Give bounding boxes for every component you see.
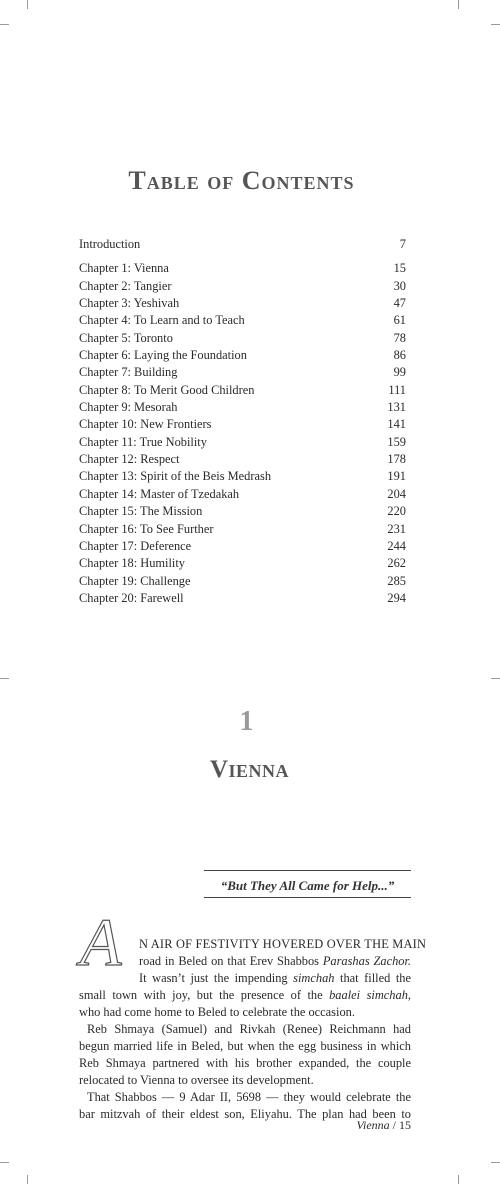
crop-mark <box>491 24 500 25</box>
toc-entry-label: Chapter 2: Tangier <box>79 278 172 293</box>
toc-entry-label: Chapter 3: Yeshivah <box>79 296 180 311</box>
page-number: 15 <box>399 1118 411 1132</box>
toc-entry-label: Chapter 16: To See Further <box>79 521 214 536</box>
toc-entry-page: 220 <box>387 504 406 519</box>
toc-entry-page: 7 <box>399 237 406 251</box>
toc-entry-label: Chapter 19: Challenge <box>79 573 191 588</box>
toc-entry <box>79 399 406 416</box>
toc-entry-label: Chapter 12: Respect <box>79 452 180 467</box>
toc-entry-page: 178 <box>387 452 406 467</box>
toc-entry <box>79 573 406 590</box>
text-run: that filled the <box>334 971 411 985</box>
text-run: bar mitzvah of their eldest son, Eliyahu. The plan had been to <box>79 1107 411 1121</box>
text-run: It wasn’t just the impending <box>139 971 294 985</box>
toc-entry <box>79 451 406 468</box>
toc-entry-page: 131 <box>387 400 406 415</box>
toc-entry-label: Chapter 17: Deference <box>79 538 192 553</box>
toc-entry-page: 86 <box>393 348 406 363</box>
toc-entry-page: 191 <box>387 469 406 484</box>
toc-entry <box>79 347 406 364</box>
text-run: road in Beled on that Erev Shabbos <box>139 954 323 968</box>
toc-entry <box>79 312 406 329</box>
body-line <box>139 970 411 987</box>
toc-entry-page: 99 <box>393 365 406 380</box>
toc-entry-label: Chapter 4: To Learn and to Teach <box>79 313 245 328</box>
toc-entry-label: Chapter 14: Master of Tzedakah <box>79 486 240 501</box>
crop-mark <box>491 1162 500 1163</box>
crop-mark <box>0 678 9 679</box>
toc-entry <box>79 503 406 520</box>
toc-entry-label: Chapter 6: Laying the Foundation <box>79 348 247 363</box>
toc-entry <box>79 538 406 555</box>
toc-entry-page: 231 <box>387 521 406 536</box>
text-run: Reb Shmaya partnered with his brother expanded, the couple <box>79 1056 411 1070</box>
toc-entry-page: 159 <box>387 434 406 449</box>
text-run: Reb Shmaya (Samuel) and Rivkah (Renee) Reichmann had <box>87 1022 411 1036</box>
toc-entry-label: Chapter 11: True Nobility <box>79 434 207 449</box>
crop-mark <box>0 1162 9 1163</box>
text-run: , <box>407 988 411 1002</box>
body-line <box>139 936 427 953</box>
toc-entry-page: 294 <box>387 590 406 605</box>
toc-entry-label: Chapter 10: New Frontiers <box>79 417 212 432</box>
crop-mark <box>0 24 9 25</box>
subhead-rule-top <box>204 870 411 871</box>
toc-entry <box>79 468 406 485</box>
drop-cap: A <box>80 904 122 980</box>
toc-entry-label: Chapter 5: Toronto <box>79 330 173 345</box>
crop-mark <box>27 1175 28 1184</box>
body-line <box>79 987 411 1004</box>
italic-text: baalei simchah <box>329 988 408 1002</box>
toc-entry-label: Chapter 15: The Mission <box>79 504 203 519</box>
toc-entry-label: Chapter 9: Mesorah <box>79 400 178 415</box>
footer-separator: / <box>389 1118 399 1132</box>
crop-mark <box>458 0 459 9</box>
toc-entry <box>79 278 406 295</box>
crop-mark <box>458 1175 459 1184</box>
running-footer <box>357 1118 411 1133</box>
toc-entry-label: Chapter 13: Spirit of the Beis Medrash <box>79 469 272 484</box>
toc-entry <box>79 434 406 451</box>
body-line <box>79 1038 411 1055</box>
toc-entry <box>79 260 406 277</box>
toc-entry-page: 30 <box>393 278 406 293</box>
toc-entry-page: 141 <box>387 417 406 432</box>
crop-mark <box>27 0 28 9</box>
chapter-number: 1 <box>239 706 254 737</box>
text-run: small town with joy, but the presence of the <box>79 988 330 1002</box>
toc-entry <box>79 521 406 538</box>
toc-entry <box>79 590 406 607</box>
body-line <box>87 1021 411 1038</box>
toc-entry-page: 285 <box>387 573 406 588</box>
toc-entry <box>79 236 406 253</box>
text-run: That Shabbos — 9 Adar II, 5698 — they would celebrate the <box>87 1090 411 1104</box>
toc-entry-page: 262 <box>387 556 406 571</box>
toc-entry-page: 47 <box>393 296 406 311</box>
toc-entry <box>79 416 406 433</box>
toc-entry <box>79 295 406 312</box>
toc-entry-page: 244 <box>387 538 406 553</box>
toc-title: Table of Contents <box>128 166 355 195</box>
italic-text: simchah <box>293 971 335 985</box>
toc-entry-page: 15 <box>393 261 406 276</box>
body-line <box>139 953 411 970</box>
toc-entry-page: 204 <box>387 486 406 501</box>
text-run: begun married life in Beled, but when the egg business in which <box>79 1039 411 1053</box>
toc-list <box>79 236 406 607</box>
running-title: Vienna <box>356 1118 390 1132</box>
crop-mark <box>491 678 500 679</box>
toc-entry <box>79 364 406 381</box>
toc-entry <box>79 555 406 572</box>
subhead-rule-bottom <box>204 897 411 898</box>
text-run: who had come home to Beled to celebrate the occasion. <box>79 1005 355 1019</box>
toc-entry-page: 78 <box>393 330 406 345</box>
toc-entry-page: 111 <box>388 382 406 397</box>
section-subhead: “But They All Came for Help...” <box>220 878 395 893</box>
toc-entry <box>79 330 406 347</box>
body-line <box>87 1089 411 1106</box>
body-line <box>79 1004 411 1021</box>
text-run: relocated to Vienna to oversee its development. <box>79 1073 314 1087</box>
body-line <box>79 1072 411 1089</box>
toc-entry-label: Chapter 18: Humility <box>79 556 185 571</box>
toc-entry-label: Chapter 1: Vienna <box>79 261 169 276</box>
toc-entry <box>79 486 406 503</box>
toc-entry-label: Chapter 8: To Merit Good Children <box>79 382 255 397</box>
toc-entry-page: 61 <box>393 313 406 328</box>
text-run: N AIR OF FESTIVITY HOVERED OVER THE MAIN <box>139 937 427 951</box>
toc-entry-label: Chapter 20: Farewell <box>79 590 184 605</box>
chapter-title: Vienna <box>209 756 290 783</box>
body-line <box>79 1055 411 1072</box>
toc-entry-label: Introduction <box>79 237 141 251</box>
toc-entry <box>79 382 406 399</box>
italic-text: Parashas Zachor. <box>322 954 412 968</box>
toc-entry-label: Chapter 7: Building <box>79 365 178 380</box>
